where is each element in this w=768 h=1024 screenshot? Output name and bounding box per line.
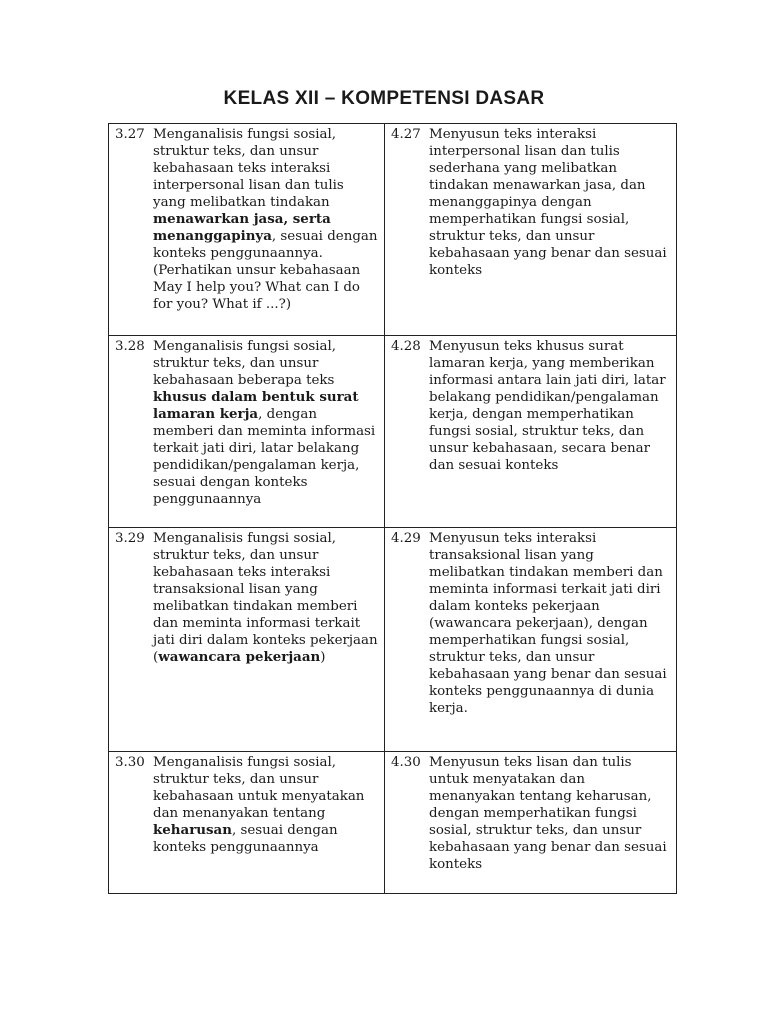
kd-cell-knowledge xyxy=(109,528,385,752)
kd-text xyxy=(429,754,670,873)
kd-number: 4.27 xyxy=(391,127,421,142)
kd-number: 3.28 xyxy=(115,339,145,354)
kd-number: 3.29 xyxy=(115,531,145,546)
kd-cell-skill xyxy=(385,336,677,528)
kd-number: 4.29 xyxy=(391,531,421,546)
kd-text-part: Menyusun teks interaksi transaksional lisan yang melibatkan tindakan memberi dan meminta informasi terkait jati diri dalam konteks pekerjaan (wawancara pekerjaan), dengan memperhatikan fungsi sosial, struktur teks, dan unsur kebahasaan yang benar dan sesuai konteks penggunaannya di dunia kerja. xyxy=(429,531,667,716)
kd-text-part: Menyusun teks interaksi interpersonal lisan dan tulis sederhana yang melibatkan tindakan menawarkan jasa, dan menanggapinya dengan memperhatikan fungsi sosial, struktur teks, dan unsur kebahasaan yang benar dan sesuai konteks xyxy=(429,127,667,278)
kd-cell-skill xyxy=(385,528,677,752)
kd-text-part: Menganalisis fungsi sosial, struktur teks, dan unsur kebahasaan beberapa teks xyxy=(153,339,337,388)
table-row xyxy=(109,124,677,336)
kd-text-part: , sesuai dengan konteks penggunaannya. (Perhatikan unsur kebahasaan May I help you? What can I do for you? What if ...?) xyxy=(153,229,378,312)
kd-cell-skill xyxy=(385,752,677,894)
kd-cell-skill xyxy=(385,124,677,336)
kd-cell-knowledge xyxy=(109,752,385,894)
kd-text xyxy=(153,530,378,666)
kd-text-part: Menganalisis fungsi sosial, struktur teks, dan unsur kebahasaan untuk menyatakan dan menanyakan tentang xyxy=(153,755,365,821)
page-title: KELAS XII – KOMPETENSI DASAR xyxy=(223,88,545,109)
kd-number: 4.28 xyxy=(391,339,421,354)
kd-text-part: ) xyxy=(320,650,326,665)
kd-text xyxy=(429,530,670,717)
kompetensi-table xyxy=(108,123,677,894)
kd-number: 4.30 xyxy=(391,755,421,770)
kd-text-part: Menyusun teks lisan dan tulis untuk menyatakan dan menanyakan tentang keharusan, dengan memperhatikan fungsi sosial, struktur teks, dan unsur kebahasaan yang benar dan sesuai konteks xyxy=(429,755,667,872)
kd-cell-knowledge xyxy=(109,124,385,336)
table-row xyxy=(109,336,677,528)
kd-text-part: Menganalisis fungsi sosial, struktur teks, dan unsur kebahasaan teks interaksi transaksional lisan yang melibatkan tindakan memberi dan meminta informasi terkait jati diri dalam konteks pekerjaan ( xyxy=(153,531,378,665)
kd-text xyxy=(153,754,378,856)
kd-text-emphasis: menawarkan jasa, serta menanggapinya xyxy=(153,211,331,244)
kd-cell-knowledge xyxy=(109,336,385,528)
kd-text-emphasis: keharusan xyxy=(153,822,232,838)
kd-text-part: , dengan memberi dan meminta informasi terkait jati diri, latar belakang pendidikan/pengalaman kerja, sesuai dengan konteks penggunaannya xyxy=(153,407,376,507)
kd-text-emphasis: wawancara pekerjaan xyxy=(158,649,321,665)
kd-text xyxy=(153,126,378,313)
kd-text xyxy=(429,126,670,279)
table-row xyxy=(109,528,677,752)
kd-text-part: Menyusun teks khusus surat lamaran kerja, yang memberikan informasi antara lain jati diri, latar belakang pendidikan/pengalaman kerja, dengan memperhatikan fungsi sosial, struktur teks, dan unsur kebahasaan, secara benar dan sesuai konteks xyxy=(429,339,666,473)
kd-text-part: , sesuai dengan konteks penggunaannya xyxy=(153,823,338,855)
kd-text xyxy=(429,338,670,474)
kd-number: 3.30 xyxy=(115,755,145,770)
table-row xyxy=(109,752,677,894)
kd-text-part: Menganalisis fungsi sosial, struktur teks, dan unsur kebahasaan teks interaksi interpersonal lisan dan tulis yang melibatkan tindakan xyxy=(153,127,344,210)
kd-number: 3.27 xyxy=(115,127,145,142)
kd-text xyxy=(153,338,378,508)
kd-text-emphasis: khusus dalam bentuk surat lamaran kerja xyxy=(153,389,359,422)
